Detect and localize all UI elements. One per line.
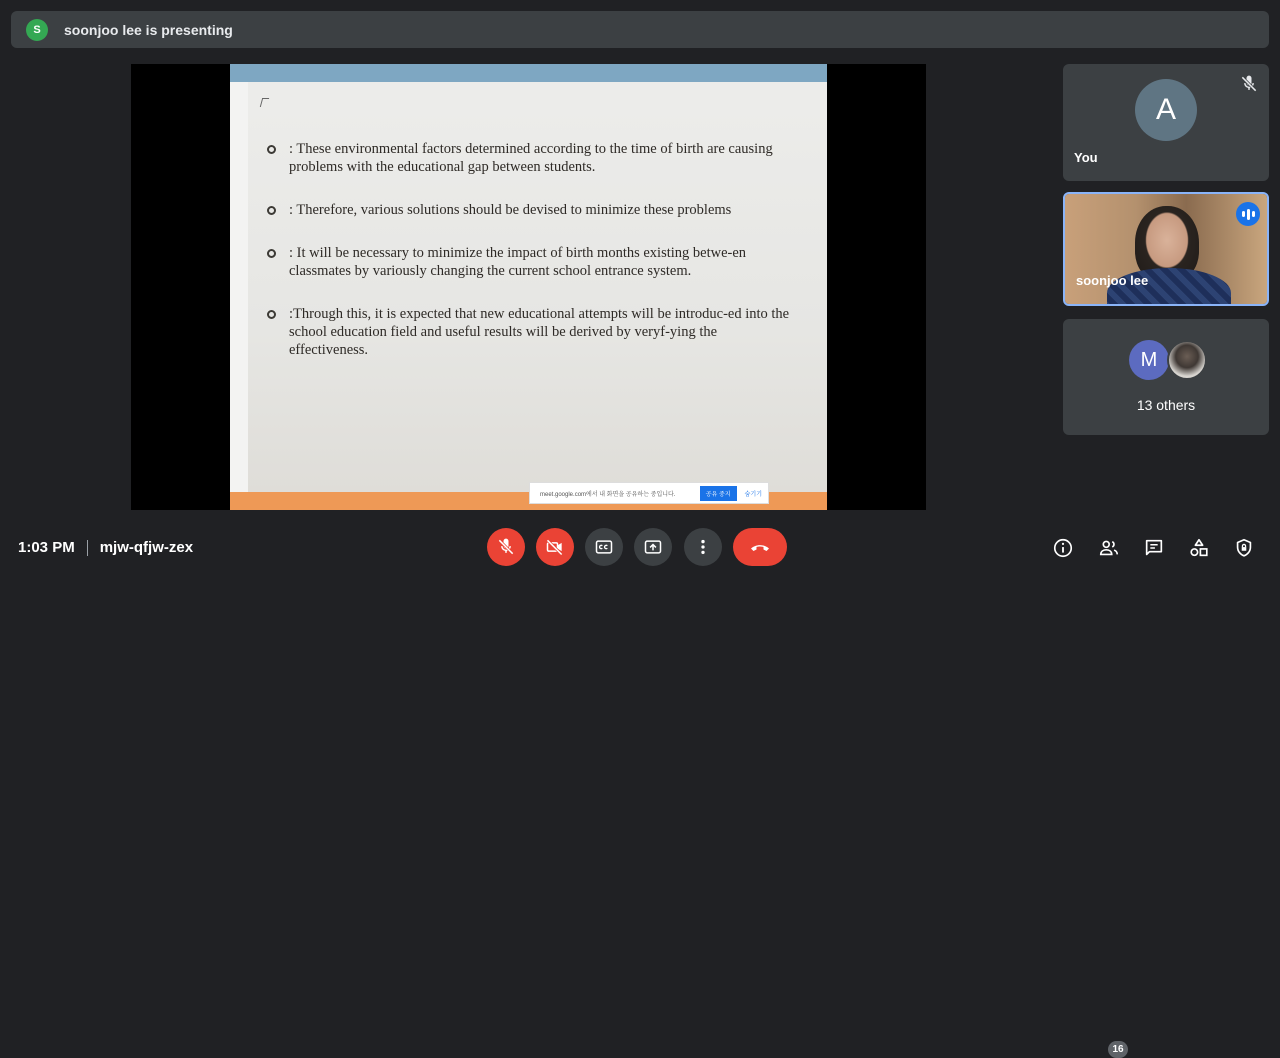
shared-slide [230, 64, 827, 510]
speaking-indicator-icon [1236, 202, 1260, 226]
slide-bullet [267, 140, 797, 176]
participant-tile-you[interactable] [1063, 64, 1269, 181]
slide-left-bar [230, 82, 248, 492]
meeting-details-button[interactable] [1051, 536, 1075, 560]
present-screen-icon [643, 537, 663, 557]
share-notice-text: meet.google.com에서 내 화면을 공유하는 중입니다. [540, 491, 676, 498]
more-options-button[interactable] [684, 528, 722, 566]
bullet-icon [267, 249, 276, 258]
slide-bullet [267, 201, 797, 219]
bullet-text: : These environmental factors determined according to the time of birth are causing problems with the educational gap between students. [289, 141, 773, 175]
slide-bullet-list [267, 140, 797, 384]
participant-tile-others[interactable] [1063, 319, 1269, 435]
bullet-icon [267, 206, 276, 215]
host-controls-button[interactable] [1232, 536, 1256, 560]
bullet-icon [267, 310, 276, 319]
leave-call-button[interactable] [733, 528, 787, 566]
participant-name: soonjoo lee [1076, 273, 1149, 288]
bullet-text: : It will be necessary to minimize the impact of birth months existing betwe-en classmates by variously changing the current school entrance system. [289, 245, 747, 279]
bullet-text: : Therefore, various solutions should be devised to minimize these problems [289, 202, 732, 218]
people-icon [1098, 537, 1120, 559]
captions-icon [594, 537, 614, 557]
chat-icon [1143, 537, 1165, 559]
presenting-text: soonjoo lee is presenting [64, 21, 233, 38]
bottom-toolbar [0, 520, 1280, 1055]
present-screen-button[interactable] [634, 528, 672, 566]
activities-button[interactable] [1187, 536, 1211, 560]
microphone-button[interactable] [487, 528, 525, 566]
participant-name: You [1074, 150, 1098, 165]
camera-button[interactable] [536, 528, 574, 566]
slide-bullet [267, 305, 797, 359]
call-end-icon [748, 535, 772, 559]
mic-off-icon [496, 537, 516, 557]
captions-button[interactable] [585, 528, 623, 566]
presenter-avatar: S [26, 19, 48, 41]
current-time: 1:03 PM [18, 539, 75, 556]
avatar: A [1135, 79, 1197, 141]
screen-share-notice [529, 482, 769, 504]
more-vert-icon [693, 537, 713, 557]
chat-button[interactable] [1142, 536, 1166, 560]
participant-tile-soonjoo-lee[interactable] [1063, 192, 1269, 306]
stop-sharing-button[interactable]: 공유 중지 [700, 486, 737, 501]
meeting-code: mjw-qfjw-zex [99, 539, 194, 556]
presentation-stage[interactable] [131, 64, 926, 510]
bullet-text: :Through this, it is expected that new educational attempts will be introduc-ed into the school education field and useful results will be derived by veryf-ying the effectiveness. [289, 306, 790, 358]
bullet-icon [267, 145, 276, 154]
others-count-label: 13 others [1136, 397, 1196, 413]
avatar: M [1129, 340, 1169, 380]
info-icon [1052, 537, 1074, 559]
people-button[interactable] [1097, 536, 1121, 560]
activities-shapes-icon [1188, 537, 1210, 559]
slide-bullet [267, 244, 797, 280]
avatar-photo [1167, 340, 1207, 380]
mouse-cursor-icon [260, 98, 269, 107]
meeting-info [18, 539, 193, 556]
shield-lock-icon [1233, 537, 1255, 559]
mic-off-icon [1239, 74, 1259, 94]
camera-off-icon [545, 537, 565, 557]
slide-top-bar [230, 64, 827, 82]
hide-notice-link[interactable]: 숨기기 [744, 491, 762, 498]
presenting-banner [11, 11, 1269, 48]
people-count-badge: 16 [1108, 1041, 1128, 1058]
divider [87, 540, 88, 556]
